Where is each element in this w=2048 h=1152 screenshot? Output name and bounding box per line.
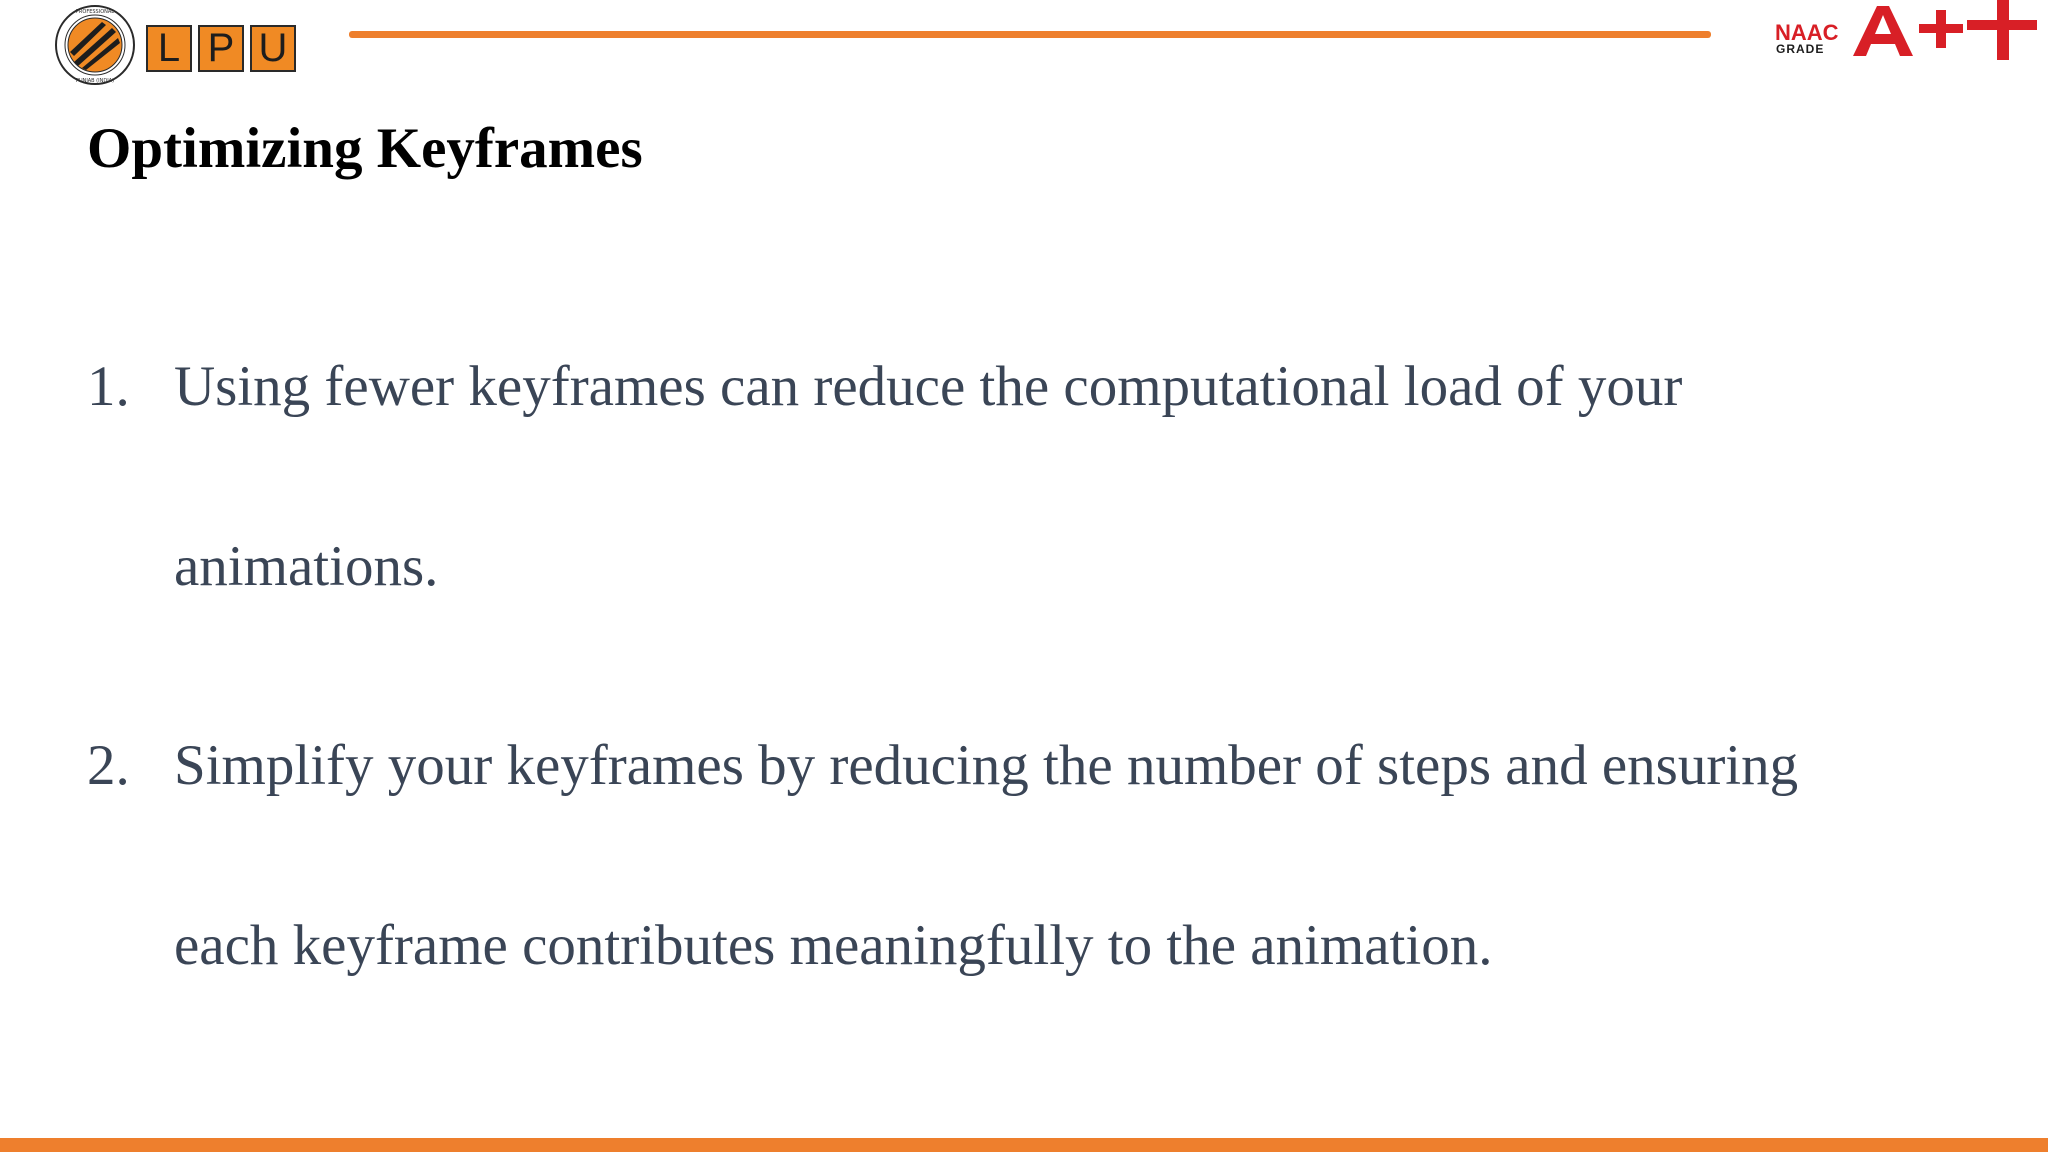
list-item-number: 2. <box>87 734 130 797</box>
lpu-letters <box>146 25 302 72</box>
list-item-text-line: each keyframe contributes meaningfully to the animation. <box>174 914 1493 977</box>
list-item-number: 1. <box>87 355 130 418</box>
logo-letter-l: L <box>146 25 192 72</box>
list-item-text-line: animations. <box>174 535 439 598</box>
list-item-text-line: Using fewer keyframes can reduce the computational load of your <box>174 355 1683 418</box>
logo-letter-p: P <box>198 25 244 72</box>
svg-text:PUNJAB (INDIA): PUNJAB (INDIA) <box>75 78 115 84</box>
footer-divider <box>0 1138 2048 1152</box>
naac-grade-label: GRADE <box>1776 42 1825 56</box>
naac-badge <box>1775 0 2040 64</box>
list-item-text-line: Simplify your keyframes by reducing the number of steps and ensuring <box>174 734 1799 797</box>
slide-title: Optimizing Keyframes <box>87 117 643 180</box>
a-plus-plus-icon <box>1851 0 2039 64</box>
lpu-logo <box>54 4 302 86</box>
university-seal-icon <box>54 4 136 86</box>
svg-text:PROFESSIONAL: PROFESSIONAL <box>75 9 115 15</box>
header-divider <box>349 31 1711 38</box>
naac-label: NAAC <box>1775 20 1839 45</box>
logo-letter-u: U <box>250 25 296 72</box>
